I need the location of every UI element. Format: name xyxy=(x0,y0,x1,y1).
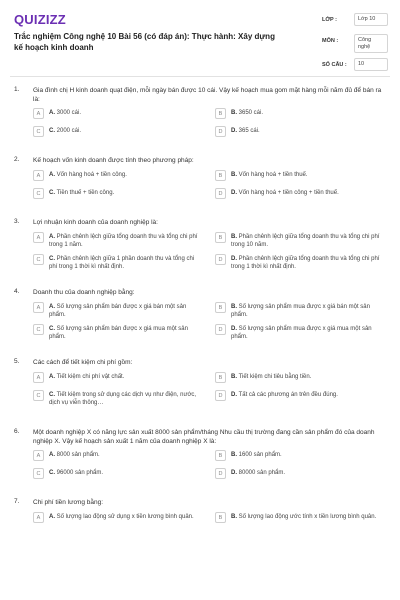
answer-option-a[interactable] xyxy=(33,108,201,119)
worksheet-meta xyxy=(322,13,392,77)
option-letter-box: A xyxy=(33,372,44,383)
question-item xyxy=(0,218,400,278)
meta-row-subject xyxy=(322,34,392,56)
meta-label: LỚP : xyxy=(322,17,337,23)
option-text xyxy=(231,188,339,197)
option-text xyxy=(231,372,311,381)
option-value: 2000 cái. xyxy=(56,128,82,134)
option-value: 8000 sản phẩm. xyxy=(56,452,100,458)
option-letter-box: D xyxy=(215,254,226,265)
answer-options xyxy=(33,232,388,276)
option-text xyxy=(231,108,263,117)
question-item xyxy=(0,358,400,418)
option-value: 96000 sản phẩm. xyxy=(56,470,104,476)
option-letter-box: C xyxy=(33,254,44,265)
option-label: D. xyxy=(231,190,237,196)
answer-options xyxy=(33,512,388,534)
option-value: Phần chênh lệch giữa tổng doanh thu và tổng chi phí trong 1 năm. xyxy=(49,234,198,248)
answer-option-a[interactable] xyxy=(33,372,201,383)
option-label: D. xyxy=(231,326,237,332)
option-letter-box: A xyxy=(33,170,44,181)
option-label: A. xyxy=(49,304,55,310)
option-value: Tiết kiệm trong sử dụng các dịch vụ như điện, nước, dịch vụ viễn thông… xyxy=(49,392,197,406)
question-list xyxy=(0,86,400,546)
option-label: B. xyxy=(231,452,237,458)
option-letter-box: B xyxy=(215,108,226,119)
meta-value: Lớp 10 xyxy=(354,13,388,26)
option-letter-box: D xyxy=(215,390,226,401)
answer-options xyxy=(33,170,388,206)
option-label: C. xyxy=(49,326,55,332)
option-label: C. xyxy=(49,256,55,262)
answer-option-c[interactable] xyxy=(33,254,201,271)
option-text xyxy=(49,188,114,197)
option-letter-box: D xyxy=(215,126,226,137)
option-label: C. xyxy=(49,470,55,476)
option-label: C. xyxy=(49,190,55,196)
option-value: Phần chênh lệch giữa 1 phần doanh thu và tổng chi phí trong 1 thời kì nhất định. xyxy=(49,256,195,270)
question-text: Kế hoạch vốn kinh doanh được tính theo phương pháp: xyxy=(33,157,194,164)
question-text: Lợi nhuận kinh doanh của doanh nghiệp là: xyxy=(33,219,158,226)
question-item xyxy=(0,498,400,536)
option-text xyxy=(231,450,282,459)
question-item xyxy=(0,428,400,488)
option-value: Vốn hàng hoá + tiền thuế. xyxy=(238,172,308,178)
question-item xyxy=(0,288,400,348)
option-value: Tiết kiệm chi tiêu bằng tiền. xyxy=(238,374,312,380)
header-divider xyxy=(10,76,390,77)
option-letter-box: A xyxy=(33,302,44,313)
option-value: Phần chênh lệch giữa tổng doanh thu và tổng chi phí trong 10 năm. xyxy=(231,234,380,248)
option-letter-box: B xyxy=(215,302,226,313)
answer-option-b[interactable] xyxy=(215,512,383,523)
option-value: Số lượng sản phẩm bán được x giá mua một sản phẩm. xyxy=(49,326,188,340)
option-label: A. xyxy=(49,110,55,116)
option-text xyxy=(49,254,201,271)
option-label: A. xyxy=(49,374,55,380)
option-label: A. xyxy=(49,172,55,178)
answer-options xyxy=(33,302,388,346)
question-number: 6. xyxy=(14,428,20,435)
option-letter-box: A xyxy=(33,108,44,119)
question-text: Một doanh nghiệp X có năng lực sản xuất 8000 sản phẩm/tháng Nhu cầu thị trường đang cần sản phẩm đó của doanh nghiệp X. Vậy kế hoạch sản xuất 1 năm của doanh nghiệp X là: xyxy=(33,429,375,445)
option-letter-box: B xyxy=(215,512,226,523)
option-label: D. xyxy=(231,256,237,262)
meta-value: Công nghệ xyxy=(354,34,388,53)
option-label: D. xyxy=(231,128,237,134)
option-label: B. xyxy=(231,110,237,116)
answer-option-b[interactable] xyxy=(215,108,383,119)
option-label: A. xyxy=(49,514,55,520)
option-text xyxy=(49,170,127,179)
answer-options xyxy=(33,450,388,486)
option-letter-box: B xyxy=(215,232,226,243)
option-label: A. xyxy=(49,234,55,240)
option-value: 1600 sản phẩm. xyxy=(238,452,282,458)
answer-options xyxy=(33,372,388,416)
answer-option-c[interactable] xyxy=(33,126,201,137)
option-letter-box: C xyxy=(33,188,44,199)
answer-option-d[interactable] xyxy=(215,390,383,401)
question-number: 4. xyxy=(14,288,20,295)
option-label: B. xyxy=(231,172,237,178)
option-value: Tiết kiệm chi phí vật chất. xyxy=(56,374,125,380)
answer-option-a[interactable] xyxy=(33,170,201,181)
option-label: C. xyxy=(49,392,55,398)
option-letter-box: C xyxy=(33,468,44,479)
option-text xyxy=(49,232,201,249)
option-letter-box: D xyxy=(215,188,226,199)
option-letter-box: A xyxy=(33,232,44,243)
option-letter-box: B xyxy=(215,170,226,181)
option-value: 3000 cái. xyxy=(56,110,82,116)
option-value: Số lượng sản phẩm bán được x giá bán một sản phẩm. xyxy=(49,304,187,318)
option-text xyxy=(49,108,81,117)
option-value: Tiền thuế + tiền công. xyxy=(56,190,115,196)
answer-option-b[interactable] xyxy=(215,170,383,181)
question-number: 7. xyxy=(14,498,20,505)
answer-option-a[interactable] xyxy=(33,512,201,523)
question-number: 5. xyxy=(14,358,20,365)
answer-option-c[interactable] xyxy=(33,390,201,407)
question-number: 1. xyxy=(14,86,20,93)
option-label: B. xyxy=(231,234,237,240)
option-text xyxy=(231,512,376,521)
answer-option-a[interactable] xyxy=(33,302,201,319)
option-text xyxy=(49,324,201,341)
option-text xyxy=(231,232,383,249)
question-text: Chi phí tiền lương bằng: xyxy=(33,499,104,506)
option-letter-box: C xyxy=(33,126,44,137)
question-item xyxy=(0,86,400,146)
worksheet-title: Trắc nghiệm Công nghệ 10 Bài 56 (có đáp án): Thực hành: Xây dựng kế hoạch kinh doanh xyxy=(14,32,275,52)
option-label: A. xyxy=(49,452,55,458)
option-value: Số lượng sản phẩm mua được x giá mua một sản phẩm. xyxy=(231,326,372,340)
option-text xyxy=(231,390,338,399)
option-label: B. xyxy=(231,514,237,520)
option-value: 3650 cái. xyxy=(238,110,264,116)
answer-option-d[interactable] xyxy=(215,254,383,271)
option-label: D. xyxy=(231,392,237,398)
option-letter-box: D xyxy=(215,324,226,335)
option-value: Số lượng sản phẩm mua được x giá bán một sản phẩm. xyxy=(231,304,370,318)
option-letter-box: A xyxy=(33,450,44,461)
answer-option-c[interactable] xyxy=(33,324,201,341)
option-text xyxy=(49,390,201,407)
meta-row-grade xyxy=(322,13,392,32)
option-letter-box: B xyxy=(215,450,226,461)
option-text xyxy=(231,324,383,341)
meta-row-count xyxy=(322,58,392,77)
option-label: D. xyxy=(231,470,237,476)
answer-option-d[interactable] xyxy=(215,324,383,341)
question-text: Doanh thu của doanh nghiệp bằng: xyxy=(33,289,135,296)
option-letter-box: C xyxy=(33,324,44,335)
answer-option-a[interactable] xyxy=(33,232,201,249)
question-text: Gia đình chị H kinh doanh quạt điện, mỗi ngày bán được 10 cái. Vậy kế hoạch mua gom mặt hàng mỗi năm đủ để bán ra là: xyxy=(33,87,382,103)
option-text xyxy=(49,512,194,521)
meta-label: MÔN : xyxy=(322,38,339,44)
option-text xyxy=(49,126,81,135)
quizizz-logo[interactable]: QUIZIZZ xyxy=(14,12,66,27)
question-text: Các cách để tiết kiệm chi phí gồm: xyxy=(33,359,133,366)
option-letter-box: B xyxy=(215,372,226,383)
option-text xyxy=(49,302,201,319)
question-number: 3. xyxy=(14,218,20,225)
answer-options xyxy=(33,108,388,144)
option-letter-box: D xyxy=(215,468,226,479)
question-item xyxy=(0,156,400,208)
answer-option-c[interactable] xyxy=(33,468,201,479)
option-text xyxy=(49,450,100,459)
option-letter-box: C xyxy=(33,390,44,401)
option-text xyxy=(49,468,103,477)
option-label: C. xyxy=(49,128,55,134)
answer-option-b[interactable] xyxy=(215,302,383,319)
option-value: Tất cả các phương án trên đều đúng. xyxy=(238,392,338,398)
option-value: Vốn hàng hoá + tiền công. xyxy=(56,172,127,178)
option-value: 365 cái. xyxy=(238,128,260,134)
answer-option-d[interactable] xyxy=(215,188,383,199)
option-value: Số lượng lao động sử dụng x tiền lương bình quân. xyxy=(56,514,194,520)
question-number: 2. xyxy=(14,156,20,163)
answer-option-b[interactable] xyxy=(215,232,383,249)
meta-value: 10 xyxy=(354,58,388,71)
option-letter-box: A xyxy=(33,512,44,523)
answer-option-b[interactable] xyxy=(215,450,383,461)
option-text xyxy=(231,254,383,271)
option-text xyxy=(231,468,285,477)
option-value: Vốn hàng hoá + tiền công + tiền thuế. xyxy=(238,190,339,196)
option-value: Số lượng lao động ước tính x tiền lương bình quân. xyxy=(238,514,377,520)
answer-option-a[interactable] xyxy=(33,450,201,461)
option-label: B. xyxy=(231,304,237,310)
answer-option-d[interactable] xyxy=(215,126,383,137)
answer-option-d[interactable] xyxy=(215,468,383,479)
option-text xyxy=(231,170,308,179)
answer-option-b[interactable] xyxy=(215,372,383,383)
worksheet-header xyxy=(0,0,400,72)
option-text xyxy=(231,302,383,319)
option-text xyxy=(231,126,260,135)
answer-option-c[interactable] xyxy=(33,188,201,199)
option-value: Phần chênh lệch giữa tổng doanh thu và tổng chi phí trong 1 thời kì nhất định. xyxy=(231,256,380,270)
option-label: B. xyxy=(231,374,237,380)
option-value: 80000 sản phẩm. xyxy=(238,470,286,476)
meta-label: SỐ CÂU : xyxy=(322,62,347,68)
option-text xyxy=(49,372,124,381)
